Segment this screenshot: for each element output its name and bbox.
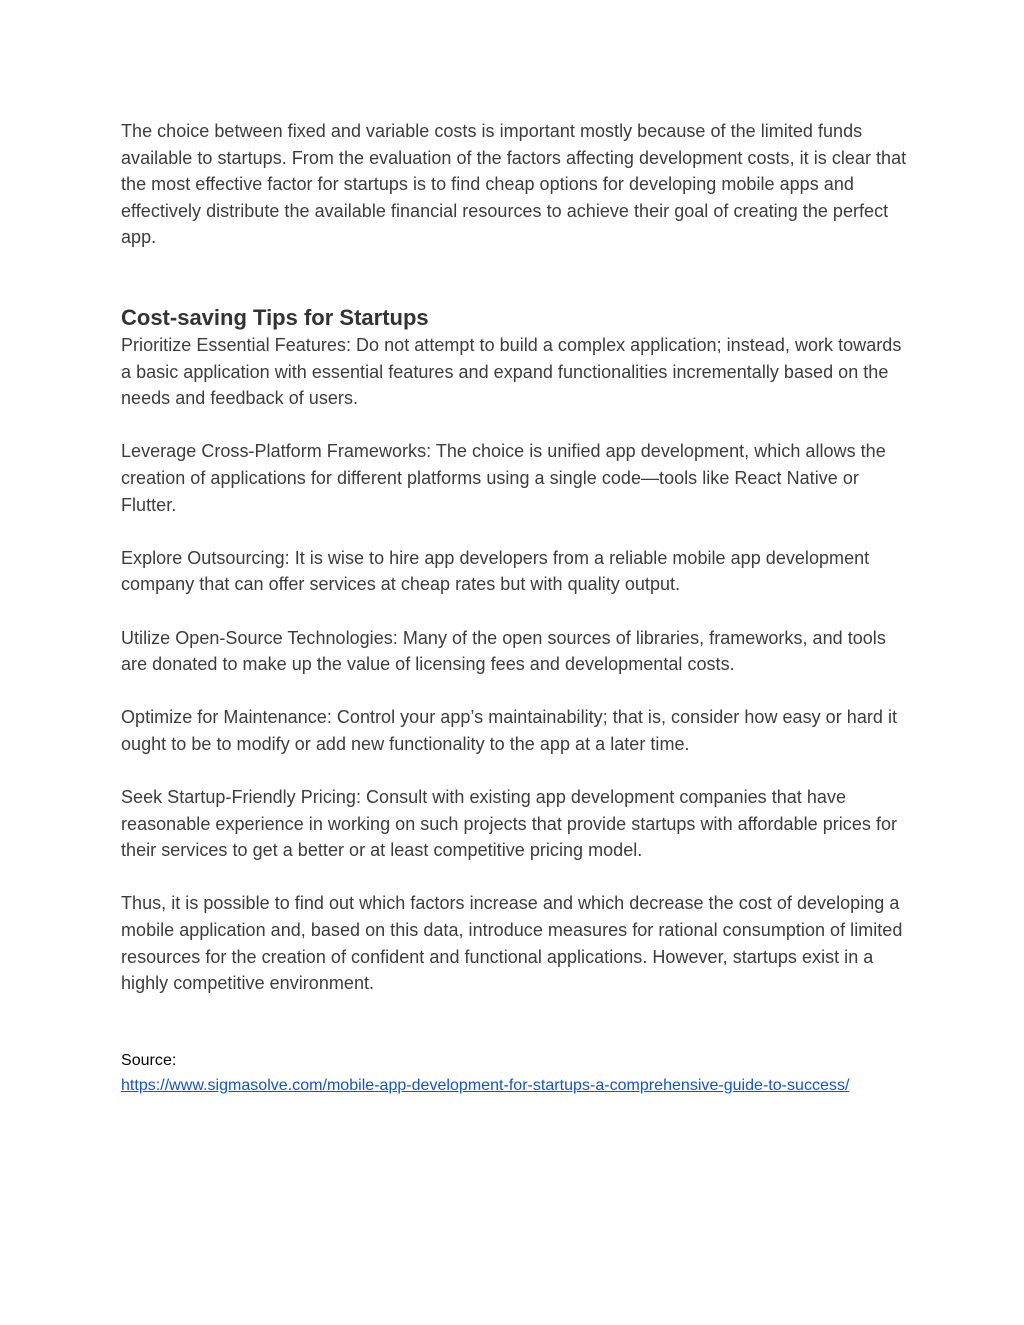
tip-paragraph-pricing: Seek Startup-Friendly Pricing: Consult with existing app development companies that have reasonable experience in working on such projects that provide startups with affordable prices for their services to get a better or at least competitive pricing model. <box>121 787 898 861</box>
tip-paragraph-prioritize: Prioritize Essential Features: Do not attempt to build a complex application; instead, work towards a basic application with essential features and expand functionalities incrementally based on the needs and feedback of users. <box>121 334 902 409</box>
section-heading: Cost-saving Tips for Startups <box>121 304 429 330</box>
tip-paragraph-open-source: Utilize Open-Source Technologies: Many of the open sources of libraries, frameworks, and tools are donated to make up the value of licensing fees and developmental costs. <box>121 627 886 675</box>
intro-paragraph: The choice between fixed and variable costs is important mostly because of the limited funds available to startups. From the evaluation of the factors affecting development costs, it is clear that the most effective factor for startups is to find cheap options for developing mobile apps and effectively distribute the available financial resources to achieve their goal of creating the perfect app. <box>121 121 907 248</box>
conclusion-paragraph: Thus, it is possible to find out which factors increase and which decrease the cost of developing a mobile application and, based on this data, introduce measures for rational consumption of limited resources for the creation of confident and functional applications. However, startups exist in a highly competitive environment. <box>121 893 903 994</box>
tip-paragraph-maintenance: Optimize for Maintenance: Control your app’s maintainability; that is, consider how easy or hard it ought to be to modify or add new functionality to the app at a later time. <box>121 707 898 754</box>
tip-paragraph-outsourcing: Explore Outsourcing: It is wise to hire app developers from a reliable mobile app development company that can offer services at cheap rates but with quality output. <box>121 547 870 595</box>
tip-paragraph-cross-platform: Leverage Cross-Platform Frameworks: The choice is unified app development, which allows the creation of applications for different platforms using a single code—tools like React Native or Flutter. <box>121 441 886 515</box>
document-body <box>121 118 911 1098</box>
source-label: Source: <box>121 1051 177 1069</box>
source-link[interactable]: https://www.sigmasolve.com/mobile-app-development-for-startups-a-comprehensive-guide-to-success/ <box>121 1076 850 1094</box>
